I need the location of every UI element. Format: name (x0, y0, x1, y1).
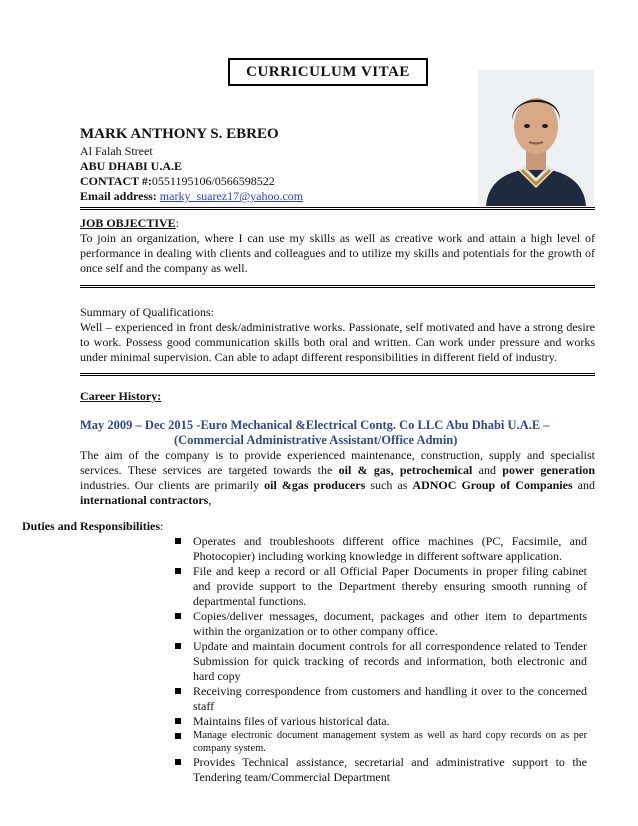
list-item: Copies/deliver messages, document, packages and other item to departments within the organization or to other company office. (175, 609, 587, 639)
list-item: Manage electronic document management system as well as hard copy records on as per company system. (175, 729, 587, 755)
bullet-icon (175, 688, 181, 694)
objective-colon: : (175, 216, 180, 230)
company-description: The aim of the company is to provide experienced maintenance, construction, supply and specialist services. These services are targeted towards the oil & gas, petrochemical and power generation industries. Our clients are primarily oil &gas producers such as ADNOC Group of Companies and international contractors, (80, 448, 596, 507)
address-city: ABU DHABI U.A.E (80, 159, 183, 173)
duties-heading: Duties and Responsibilities (22, 519, 161, 533)
section-divider (80, 285, 595, 288)
document-title: CURRICULUM VITAE (228, 58, 428, 86)
job-position: (Commercial Administrative Assistant/Office Admin) (174, 433, 458, 447)
section-divider (80, 373, 595, 376)
objective-heading-line (80, 216, 179, 231)
list-item: Receiving correspondence from customers and handling it over to the concerned staff (175, 684, 587, 714)
address-street: Al Falah Street (80, 144, 153, 158)
duties-list (175, 534, 587, 785)
section-divider (80, 207, 595, 210)
applicant-name: MARK ANTHONY S. EBREO (80, 126, 279, 142)
contact-label: CONTACT #: (80, 174, 152, 188)
email-link[interactable]: marky_suarez17@yahoo.com (159, 189, 304, 203)
bullet-icon (175, 643, 181, 649)
contact-number: 0551195106/0566598522 (151, 174, 275, 188)
list-item: Operates and troubleshoots different office machines (PC, Facsimile, and Photocopier) including working knowledge in different software application. (175, 534, 587, 564)
qualifications-text: Well – experienced in front desk/administrative works. Passionate, self motivated and have a strong desire to work. Possess good communication skills both oral and written. Can work under pressure and works under minimal supervision. Can able to adapt different responsibilities in different field of industry. (80, 320, 595, 364)
email-label: Email address: (80, 189, 157, 203)
bullet-icon (175, 613, 181, 619)
list-item: Update and maintain document controls for all correspondence related to Tender Submission for quick tracking of records and information, both electronic and hard copy (175, 639, 587, 684)
person-photo-icon (478, 70, 594, 206)
duties-colon: : (160, 519, 164, 533)
objective-text: To join an organization, where I can use my skills as well as creative work and attain a high level of performance in dealing with clients and colleagues and to utilize my skills and potentials for the growth of once self and the company as well. (80, 231, 595, 275)
email-line (80, 189, 303, 204)
objective-heading: JOB OBJECTIVE (80, 216, 176, 230)
bullet-icon (175, 538, 181, 544)
bullet-icon (175, 718, 181, 724)
bullet-icon (175, 568, 181, 574)
job-title-line: May 2009 – Dec 2015 -Euro Mechanical &Electrical Contg. Co LLC Abu Dhabi U.A.E – (80, 418, 550, 432)
profile-photo (478, 70, 594, 206)
list-item: Maintains files of various historical data. (175, 714, 587, 729)
list-item: File and keep a record or all Official Paper Documents in proper filing cabinet and provide support to the Department thereby ensuring smooth running of departmental functions. (175, 564, 587, 609)
career-heading: Career History: (80, 389, 162, 403)
duties-heading-line (22, 519, 163, 534)
contact-line (80, 174, 275, 189)
list-item: Provides Technical assistance, secretarial and administrative support to the Tendering team/Commercial Department (175, 755, 587, 785)
qualifications-heading: Summary of Qualifications: (80, 305, 214, 319)
bullet-icon (175, 759, 181, 765)
bullet-icon (175, 733, 181, 739)
